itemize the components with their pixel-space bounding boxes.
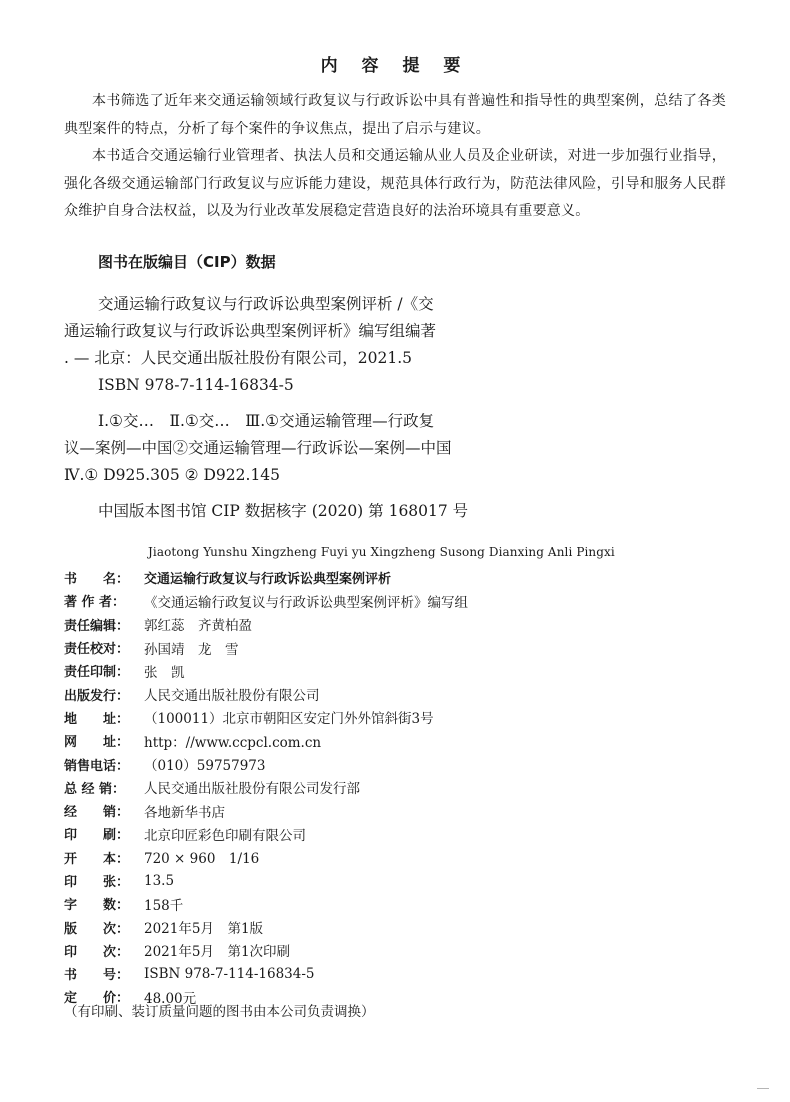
row-value: 158千	[144, 897, 184, 914]
row-value: 郭红蕊 齐黄柏盈	[144, 618, 252, 635]
copyright-row-format	[64, 846, 624, 869]
row-label: 字 数：	[64, 898, 130, 914]
row-label: 销售电话：	[64, 758, 130, 774]
row-label: 著 作 者：	[64, 595, 126, 611]
cip-heading: 图书在版编目（CIP）数据	[98, 253, 276, 271]
copyright-row-distributor	[64, 799, 624, 822]
copyright-row-publisher	[64, 682, 624, 705]
copyright-row-sales-phone	[64, 752, 624, 775]
row-value: 13.5	[144, 872, 175, 889]
row-label: 印 刷：	[64, 828, 130, 844]
row-value: 2021年5月 第1版	[144, 921, 264, 938]
row-label: 印 张：	[64, 875, 130, 890]
summary-title: 内 容 提 要	[320, 56, 470, 76]
row-value: 48.00元	[144, 990, 197, 1007]
copyright-row-proofreader	[64, 636, 624, 659]
cip-catalog-entry	[64, 291, 534, 399]
title-pinyin: Jiaotong Yunshu Xingzheng Fuyi yu Xingzheng Susong Dianxing Anli Pingxi	[148, 545, 615, 559]
row-label: 地 址：	[64, 711, 130, 727]
row-value: 交通运输行政复议与行政诉讼典型案例评析	[144, 572, 392, 588]
scan-mark	[757, 1088, 769, 1093]
row-label: 责任印制：	[64, 665, 130, 681]
row-value: 北京印匠彩色印刷有限公司	[144, 827, 306, 844]
row-value: 张 凯	[144, 664, 185, 681]
summary-paragraph: 本书适合交通运输行业管理者、执法人员和交通运输从业人员及企业研读，对进一步加强行业指导，强化各级交通运输部门行政复议与应诉能力建设，规范具体行政行为，防范法律风险，引导和服务人民群众维护自身合法权益，以及为行业改革发展稳定营造良好的法治环境具有重要意义。	[64, 148, 726, 219]
row-label: 版 次：	[64, 921, 130, 937]
row-label: 网 址：	[64, 735, 130, 751]
row-value: ISBN 978-7-114-16834-5	[144, 965, 315, 982]
copyright-info-list	[64, 566, 624, 1009]
row-label: 定 价：	[64, 991, 130, 1007]
row-value: 2021年5月 第1次印刷	[144, 944, 291, 961]
cip-isbn: ISBN 978-7-114-16834-5	[98, 376, 294, 394]
cip-line: Ⅳ.① D925.305 ② D922.145	[64, 466, 281, 484]
summary-paragraph: 本书筛选了近年来交通运输领域行政复议与行政诉讼中具有普遍性和指导性的典型案例，总结了各类典型案件的特点，分析了每个案件的争议焦点，提出了启示与建议。	[64, 93, 726, 137]
copyright-row-title	[64, 566, 624, 589]
copyright-row-edition	[64, 915, 624, 938]
row-value: 孙国靖 龙 雪	[144, 641, 239, 658]
cip-line: 议—案例—中国②交通运输管理—行政诉讼—案例—中国	[64, 439, 452, 457]
copyright-row-isbn	[64, 962, 624, 985]
row-label: 总 经 销：	[64, 781, 126, 797]
row-value: http：//www.ccpcl.com.cn	[144, 734, 322, 751]
row-label: 书 号：	[64, 968, 130, 984]
copyright-row-word-count	[64, 892, 624, 915]
row-label: 书 名：	[64, 572, 130, 588]
copyright-row-general-distributor	[64, 776, 624, 799]
cip-line: 通运输行政复议与行政诉讼典型案例评析》编写组编著	[64, 322, 437, 340]
row-label: 印 次：	[64, 944, 130, 960]
copyright-row-printer	[64, 822, 624, 845]
row-value: （010）59757973	[144, 758, 266, 775]
copyright-row-website	[64, 729, 624, 752]
cip-line: . — 北京：人民交通出版社股份有限公司，2021.5	[64, 349, 413, 367]
row-value: 人民交通出版社股份有限公司发行部	[144, 781, 360, 798]
copyright-row-sheets	[64, 869, 624, 892]
copyright-row-printing	[64, 939, 624, 962]
cip-line: 交通运输行政复议与行政诉讼典型案例评析 /《交	[98, 295, 434, 313]
row-label: 责任编辑：	[64, 618, 130, 634]
copyright-row-editor	[64, 613, 624, 636]
row-label: 出版发行：	[64, 688, 130, 704]
row-value: 人民交通出版社股份有限公司	[144, 688, 320, 705]
cip-approval-number: 中国版本图书馆 CIP 数据核字 (2020) 第 168017 号	[98, 502, 469, 520]
copyright-row-author	[64, 589, 624, 612]
quality-note: （有印刷、装订质量问题的图书由本公司负责调换）	[64, 1004, 375, 1020]
cip-line: Ⅰ.①交… Ⅱ.①交… Ⅲ.①交通运输管理—行政复	[98, 412, 435, 430]
copyright-row-print-supervisor	[64, 659, 624, 682]
row-value: 《交通运输行政复议与行政诉讼典型案例评析》编写组	[144, 594, 468, 611]
row-label: 经 销：	[64, 805, 130, 821]
row-value: （100011）北京市朝阳区安定门外外馆斜街3号	[144, 711, 434, 728]
row-value: 各地新华书店	[144, 804, 225, 821]
row-label: 开 本：	[64, 851, 130, 867]
row-value: 720 × 960 1/16	[144, 851, 260, 868]
copyright-row-address	[64, 706, 624, 729]
cip-classification	[64, 408, 534, 489]
row-label: 责任校对：	[64, 642, 130, 658]
